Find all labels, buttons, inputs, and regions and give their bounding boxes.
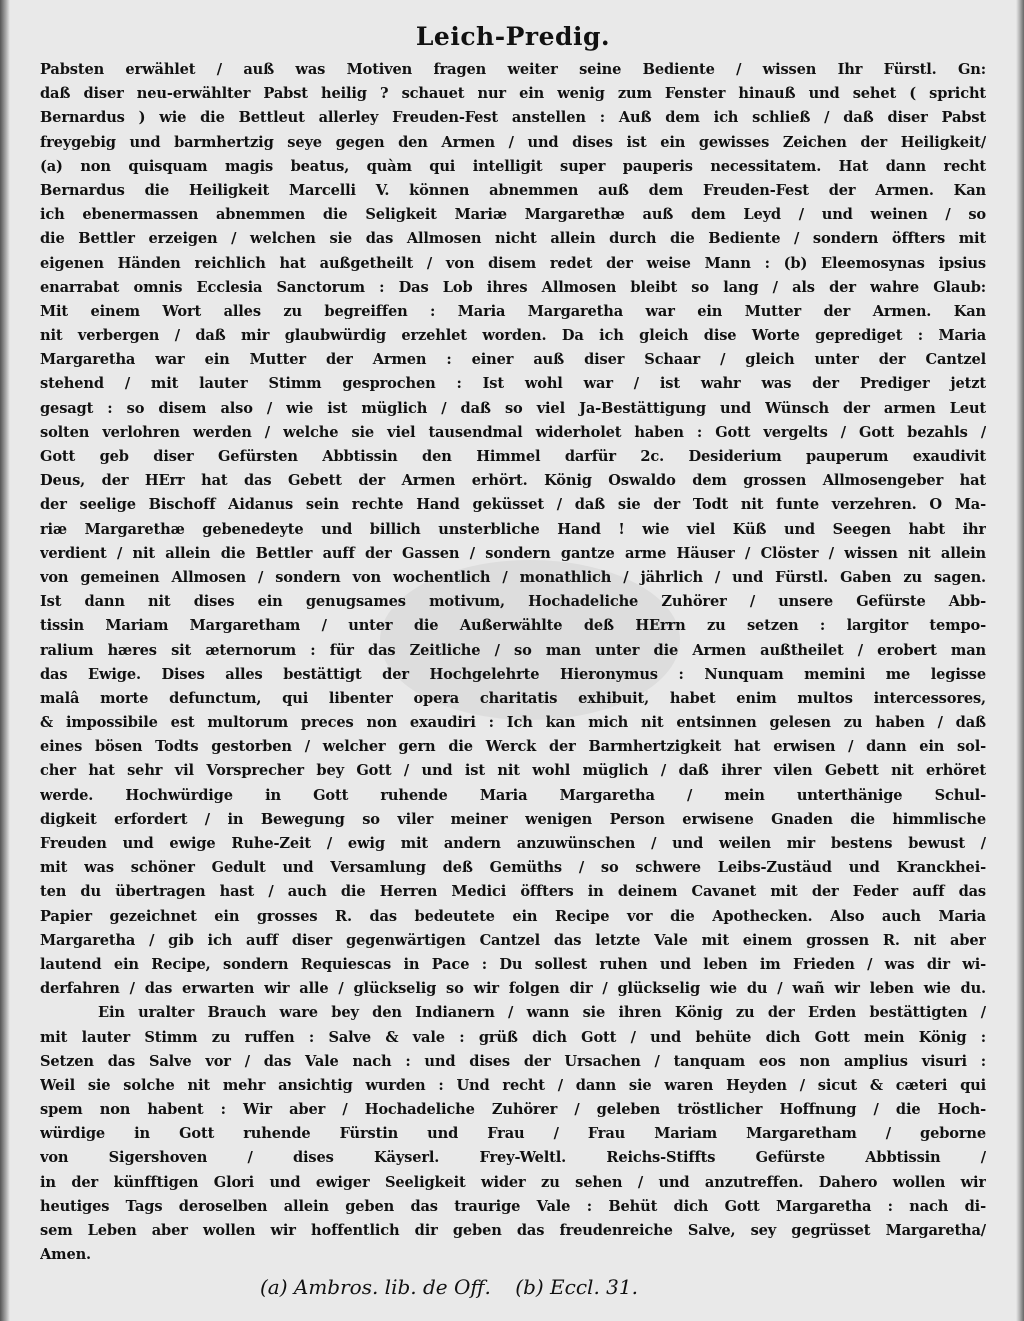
- text-line: ten du übertragen hast / auch die Herren Medici öffters in deinem Cavanet mit der Feder auff das: [40, 883, 986, 901]
- footnotes: [40, 1271, 986, 1303]
- text-line: Mit einem Wort alles zu begreiffen : Maria Margaretha war ein Mutter der Armen. Kan: [40, 302, 986, 320]
- footnote-a: (a) Ambros. lib. de Off.: [260, 1275, 491, 1300]
- text-line: (a) non quisquam magis beatus, quàm qui intelligit super pauperis necessitatem. Hat dann recht: [40, 157, 986, 175]
- text-line: stehend / mit lauter Stimm gesprochen : Ist wohl war / ist wahr was der Prediger jetzt: [40, 375, 986, 393]
- text-line: derfahren / das erwarten wir alle / glückselig so wir folgen dir / glückselig wie du / wañ wir leben wie du.: [40, 980, 986, 998]
- text-line: eines bösen Todts gestorben / welcher gern die Werck der Barmhertzigkeit hat erwisen / dann ein sol-: [40, 738, 986, 756]
- text-line: in der künfftigen Glori und ewiger Seeligkeit wider zu sehen / und anzutreffen. Dahero wollen wir: [40, 1173, 986, 1191]
- text-line: sem Leben aber wollen wir hoffentlich dir geben das freudenreiche Salve, sey gegrüsset Margaretha/: [40, 1222, 986, 1239]
- text-line: cher hat sehr vil Vorsprecher bey Gott / und ist nit wohl müglich / daß ihrer vilen Gebett nit erhöret: [40, 762, 986, 780]
- scan-edge-right: [1016, 0, 1024, 1321]
- text-line: eigenen Händen reichlich hat außgetheilt / von disem redet der weise Mann : (b) Eleemosynas ipsius: [40, 254, 986, 272]
- running-head: Leich-Predig.: [415, 22, 611, 51]
- document-page: [40, 18, 986, 1308]
- text-line: daß diser neu-erwählter Pabst heilig ? schauet nur ein wenig zum Fenster hinauß und sehet ( spricht: [40, 85, 986, 103]
- text-line: Amen.: [40, 1246, 91, 1264]
- text-line: spem non habent : Wir aber / Hochadeliche Zuhörer / geleben tröstlicher Hoffnung / die Hoch-: [40, 1101, 986, 1119]
- text-line: von gemeinen Allmosen / sondern von wochentlich / monathlich / jährlich / und Fürstl. Gaben zu sagen.: [40, 568, 986, 586]
- text-line: Setzen das Salve vor / das Vale nach : und dises der Ursachen / tanquam eos non amplius visuri :: [40, 1052, 986, 1070]
- text-line: mit lauter Stimm zu ruffen : Salve & vale : grüß dich Gott / und behüte dich Gott mein König :: [40, 1028, 986, 1046]
- text-line: Deus, der HErr hat das Gebett der Armen erhört. König Oswaldo dem grossen Allmosengeber hat: [40, 472, 986, 490]
- scan-edge-left: [0, 0, 10, 1321]
- text-line: riæ Margarethæ gebenedeyte und billich unsterbliche Hand ! wie viel Küß und Seegen habt ihr: [40, 520, 986, 538]
- text-line: ralium hæres sit æternorum : für das Zeitliche / so man unter die Armen außtheilet / erobert man: [40, 641, 986, 659]
- text-line: Ein uralter Brauch ware bey den Indianern / wann sie ihren König zu der Erden bestättigten /: [98, 1004, 986, 1022]
- text-line: Bernardus ) wie die Bettleut allerley Freuden-Fest anstellen : Auß dem ich schließ / daß diser Pabst: [40, 109, 986, 127]
- text-line: Papier gezeichnet ein grosses R. das bedeutete ein Recipe vor die Apothecken. Also auch Maria: [40, 907, 986, 925]
- text-line: ich ebenermassen abnemmen die Seligkeit Mariæ Margarethæ auß dem Leyd / und weinen / so: [40, 206, 986, 224]
- text-line: mit was schöner Gedult und Versamlung deß Gemüths / so schwere Leibs-Zustäud und Kranckhei-: [40, 859, 986, 877]
- text-line: malâ morte defunctum, qui libenter opera charitatis exhibuit, habet enim multos intercessores,: [40, 689, 986, 707]
- text-line: verdient / nit allein die Bettler auff der Gassen / sondern gantze arme Häuser / Clöster / wissen nit allein: [40, 544, 986, 562]
- text-line: Pabsten erwählet / auß was Motiven fragen weiter seine Bediente / wissen Ihr Fürstl. Gn:: [40, 61, 986, 78]
- text-line: Ist dann nit dises ein genugsames motivum, Hochadeliche Zuhörer / unsere Gefürste Abb-: [40, 593, 986, 611]
- sermon-text: [40, 58, 986, 1303]
- text-line: werde. Hochwürdige in Gott ruhende Maria Margaretha / mein unterthänige Schul-: [40, 786, 986, 804]
- text-line: Weil sie solche nit mehr ansichtig wurden : Und recht / dann sie waren Heyden / sicut & cæteri qui: [40, 1076, 986, 1094]
- paragraph-1: [40, 58, 986, 1001]
- text-line: enarrabat omnis Ecclesia Sanctorum : Das Lob ihres Allmosen bleibt so lang / als der wahre Glaub:: [40, 278, 986, 296]
- text-line: Margaretha / gib ich auff diser gegenwärtigen Cantzel das letzte Vale mit einem grossen R. nit aber: [40, 931, 986, 949]
- text-line: Bernardus die Heiligkeit Marcelli V. können abnemmen auß dem Freuden-Fest der Armen. Kan: [40, 181, 986, 199]
- text-line: digkeit erfordert / in Bewegung so viler meiner wenigen Person erwisene Gnaden die himmlische: [40, 810, 986, 828]
- text-line: nit verbergen / daß mir glaubwürdig erzehlet worden. Da ich gleich dise Worte geprediget : Maria: [40, 327, 986, 345]
- text-line: die Bettler erzeigen / welchen sie das Allmosen nicht allein durch die Bediente / sondern öffters mit: [40, 230, 986, 248]
- paragraph-2: [40, 1001, 986, 1267]
- footnote-b: (b) Eccl. 31.: [515, 1275, 638, 1300]
- text-line: tissin Mariam Margaretham / unter die Außerwählte deß HErrn zu setzen : largitor tempo-: [40, 617, 986, 635]
- text-line: der seelige Bischoff Aidanus sein rechte Hand geküsset / daß sie der Todt nit funte verzehren. O Ma-: [40, 496, 986, 514]
- text-line: freygebig und barmhertzig seye gegen den Armen / und dises ist ein gewisses Zeichen der Heiligkeit/: [40, 133, 986, 151]
- text-line: Gott geb diser Gefürsten Abbtissin den Himmel darfür 2c. Desiderium pauperum exaudivit: [40, 448, 986, 465]
- text-line: Margaretha war ein Mutter der Armen : einer auß diser Schaar / gleich unter der Cantzel: [40, 351, 986, 369]
- text-line: & impossibile est multorum preces non exaudiri : Ich kan mich nit entsinnen gelesen zu haben / daß: [40, 714, 986, 732]
- text-line: solten verlohren werden / welche sie viel tausendmal widerholet haben : Gott vergelts / Gott bezahls /: [40, 423, 986, 441]
- text-line: Freuden und ewige Ruhe-Zeit / ewig mit andern anzuwünschen / und weilen mir bestens bewust /: [40, 835, 986, 852]
- text-line: gesagt : so disem also / wie ist müglich / daß so viel Ja-Bestättigung und Wünsch der armen Leut: [40, 399, 986, 417]
- text-line: das Ewige. Dises alles bestättigt der Hochgelehrte Hieronymus : Nunquam memini me legisse: [40, 665, 986, 683]
- text-line: von Sigershoven / dises Käyserl. Frey-Weltl. Reichs-Stiffts Gefürste Abbtissin /: [40, 1149, 986, 1167]
- text-line: lautend ein Recipe, sondern Requiescas in Pace : Du sollest ruhen und leben im Frieden / was dir wi-: [40, 955, 986, 973]
- text-line: heutiges Tags deroselben allein geben das traurige Vale : Behüt dich Gott Margaretha : nach di-: [40, 1197, 986, 1215]
- text-line: würdige in Gott ruhende Fürstin und Frau / Frau Mariam Margaretham / geborne: [40, 1125, 986, 1143]
